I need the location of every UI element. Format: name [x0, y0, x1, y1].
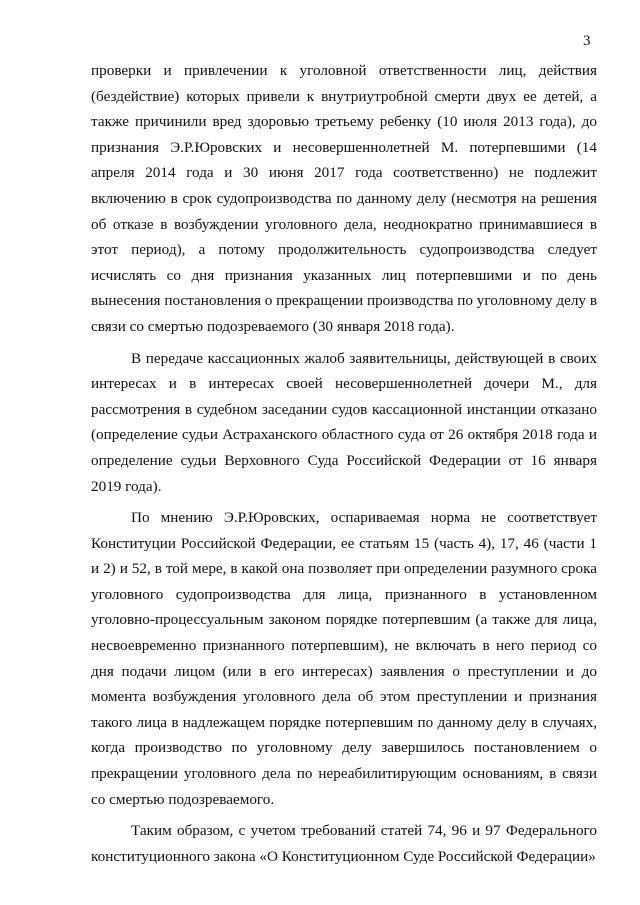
- paragraph-2: В передаче кассационных жалоб заявительницы, действующей в своих интересах и в интересах своей несовершеннолетней дочери М., для рассмотрения в судебном заседании судов кассационной инстанции отказано (определение судьи Астраханского областного суда от 26 октября 2018 года и определение судьи Верховного Суда Российской Федерации от 16 января 2019 года).: [91, 349, 597, 495]
- document-body: [91, 58, 597, 869]
- paragraph-3: По мнению Э.Р.Юровских, оспариваемая норма не соответствует Конституции Российской Федерации, ее статьям 15 (часть 4), 17, 46 (части 1 и 2) и 52, в той мере, в какой она позволяет при определении разумного срока уголовного судопроизводства для лица, признанного в установленном уголовно-процессуальным законом порядке потерпевшим (а также для лица, несвоевременно признанного потерпевшим), не включать в него период со дня подачи лицом (или в его интересах) заявления о преступлении и до момента возбуждения уголовного дела об этом преступлении и признания такого лица в надлежащем порядке потерпевшим по данному делу в случаях, когда производство по уголовному делу завершилось постановлением о прекращении уголовного дела по нереабилитирующим основаниям, в связи со смертью подозреваемого.: [91, 509, 597, 808]
- paragraph-1-continuation: проверки и привлечении к уголовной ответственности лиц, действия (бездействие) которых привели к внутриутробной смерти двух ее детей, а также причинили вред здоровью третьему ребенку (10 июля 2013 года), до признания Э.Р.Юровских и несовершеннолетней М. потерпевшими (14 апреля 2014 года и 30 июня 2017 года соответственно) не подлежит включению в срок судопроизводства по данному делу (несмотря на решения об отказе в возбуждении уголовного дела, неоднократно принимавшиеся в этот период), а потому продолжительность судопроизводства следует исчислять со дня признания указанных лиц потерпевшими и по день вынесения постановления о прекращении производства по уголовному делу в связи со смертью подозреваемого (30 января 2018 года).: [91, 62, 597, 335]
- page-number: 3: [583, 33, 591, 49]
- paragraph-4: Таким образом, с учетом требований статей 74, 96 и 97 Федерального конституционного закона «О Конституционном Суде Российской Федерации»: [91, 822, 597, 865]
